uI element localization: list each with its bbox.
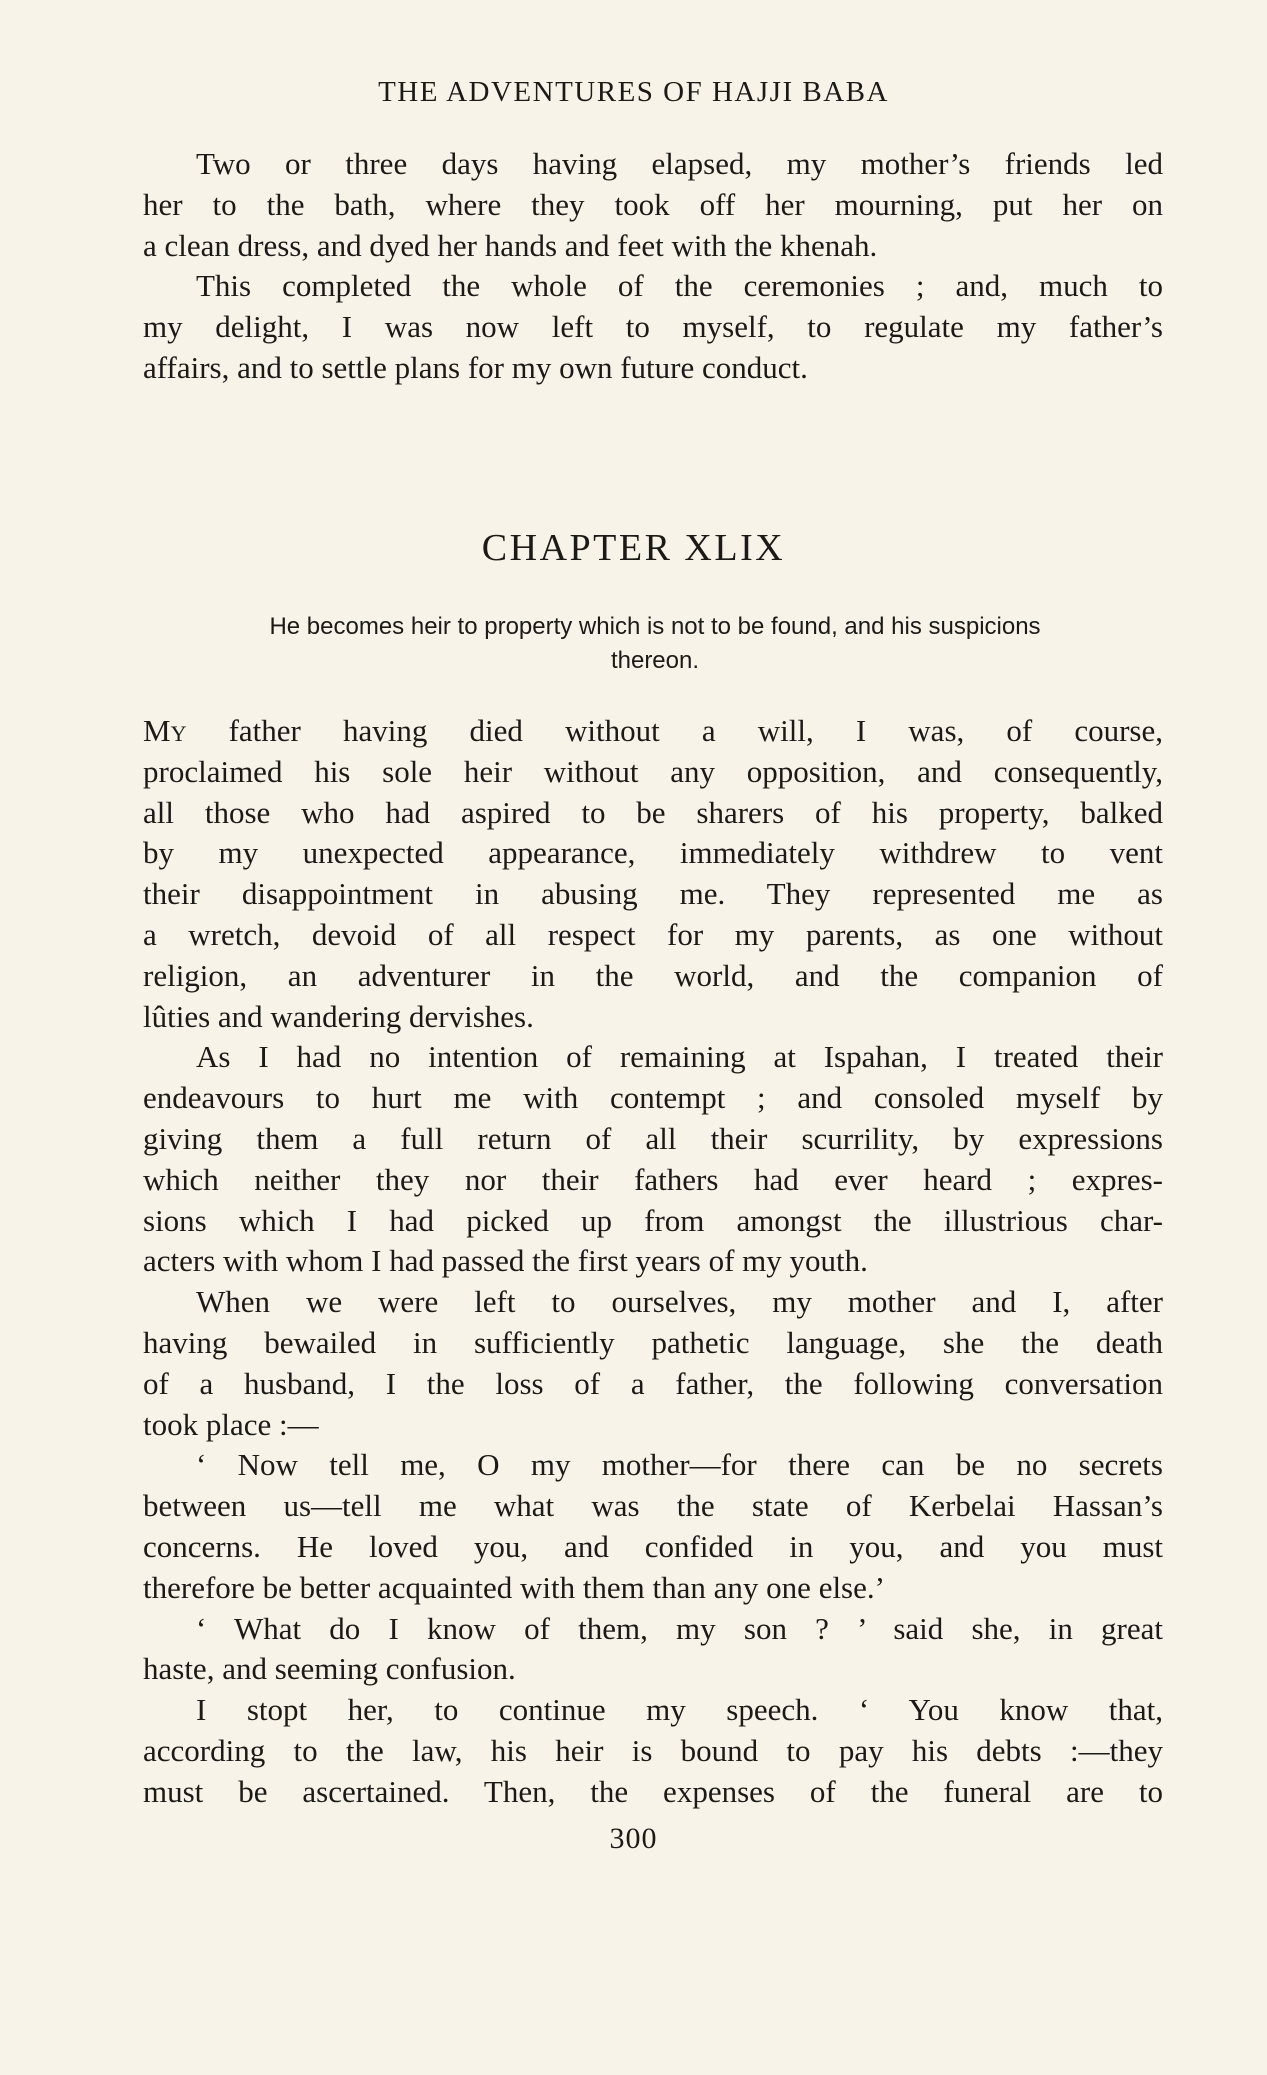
text-line: Two or three days having elapsed, my mother’s friends led bbox=[196, 146, 1163, 181]
text-line: her to the bath, where they took off her mourning, put her on bbox=[143, 186, 1163, 222]
chapter-title: CHAPTER XLIX bbox=[481, 527, 786, 569]
running-head: THE ADVENTURES OF HAJJI BABA bbox=[378, 76, 889, 108]
text-line: haste, and seeming confusion. bbox=[143, 1651, 516, 1687]
text-line: their disappointment in abusing me. They represented me as bbox=[143, 876, 1163, 912]
text-line: which neither they nor their fathers had ever heard ; expres- bbox=[143, 1161, 1163, 1197]
text-line: This completed the whole of the ceremonies ; and, much to bbox=[196, 268, 1163, 304]
text-line: must be ascertained. Then, the expenses of the funeral are to bbox=[143, 1773, 1163, 1809]
text-line: a wretch, devoid of all respect for my parents, as one without bbox=[143, 916, 1163, 952]
text-line: took place :— bbox=[143, 1406, 319, 1442]
text-line: As I had no intention of remaining at Ispahan, I treated their bbox=[196, 1039, 1163, 1075]
text-line: giving them a full return of all their scurrility, by expressions bbox=[143, 1120, 1163, 1156]
text-line: by my unexpected appearance, immediately withdrew to vent bbox=[143, 835, 1163, 871]
opening-line bbox=[143, 711, 1163, 752]
text-line: ‘ What do I know of them, my son ? ’ said she, in great bbox=[196, 1610, 1163, 1646]
text-line: of a husband, I the loss of a father, the following conversation bbox=[143, 1365, 1163, 1401]
text-line: endeavours to hurt me with contempt ; and consoled myself by bbox=[143, 1080, 1163, 1116]
text-line: a clean dress, and dyed her hands and feet with the khenah. bbox=[143, 227, 878, 263]
text-line: all those who had aspired to be sharers of his property, balked bbox=[143, 794, 1163, 830]
text-line: affairs, and to settle plans for my own future conduct. bbox=[143, 349, 808, 385]
text-line: concerns. He loved you, and confided in you, and you must bbox=[143, 1528, 1163, 1564]
text-line: sions which I had picked up from amongst the illustrious char- bbox=[143, 1202, 1163, 1238]
text-line: religion, an adventurer in the world, and the companion of bbox=[143, 957, 1163, 993]
opening-line-text: father having died without a will, I was, of course, bbox=[186, 713, 1163, 748]
summary-line: thereon. bbox=[610, 647, 700, 674]
text-line: I stopt her, to continue my speech. ‘ You know that, bbox=[196, 1692, 1163, 1728]
page-number: 300 bbox=[609, 1822, 658, 1855]
text-line: When we were left to ourselves, my mother and I, after bbox=[196, 1284, 1163, 1320]
chapter-body bbox=[143, 711, 1163, 1813]
text-line: having bewailed in sufficiently pathetic language, she the death bbox=[143, 1324, 1163, 1360]
text-line: lûties and wandering dervishes. bbox=[143, 998, 534, 1034]
opening-word: My bbox=[143, 713, 187, 748]
text-line: proclaimed his sole heir without any opposition, and consequently, bbox=[143, 753, 1163, 789]
text-line: therefore be better acquainted with them than any one else.’ bbox=[143, 1569, 885, 1605]
summary-line: He becomes heir to property which is not to be found, and his suspicions bbox=[269, 613, 1041, 640]
text-line: between us—tell me what was the state of Kerbelai Hassan’s bbox=[143, 1488, 1163, 1524]
text-line: my delight, I was now left to myself, to regulate my father’s bbox=[143, 309, 1163, 345]
text-line: acters with whom I had passed the first years of my youth. bbox=[143, 1243, 868, 1279]
intro-paragraphs bbox=[143, 144, 1163, 389]
text-line: according to the law, his heir is bound to pay his debts :—they bbox=[143, 1732, 1163, 1768]
chapter-summary bbox=[150, 610, 1160, 678]
text-line: ‘ Now tell me, O my mother—for there can be no secrets bbox=[196, 1447, 1163, 1483]
